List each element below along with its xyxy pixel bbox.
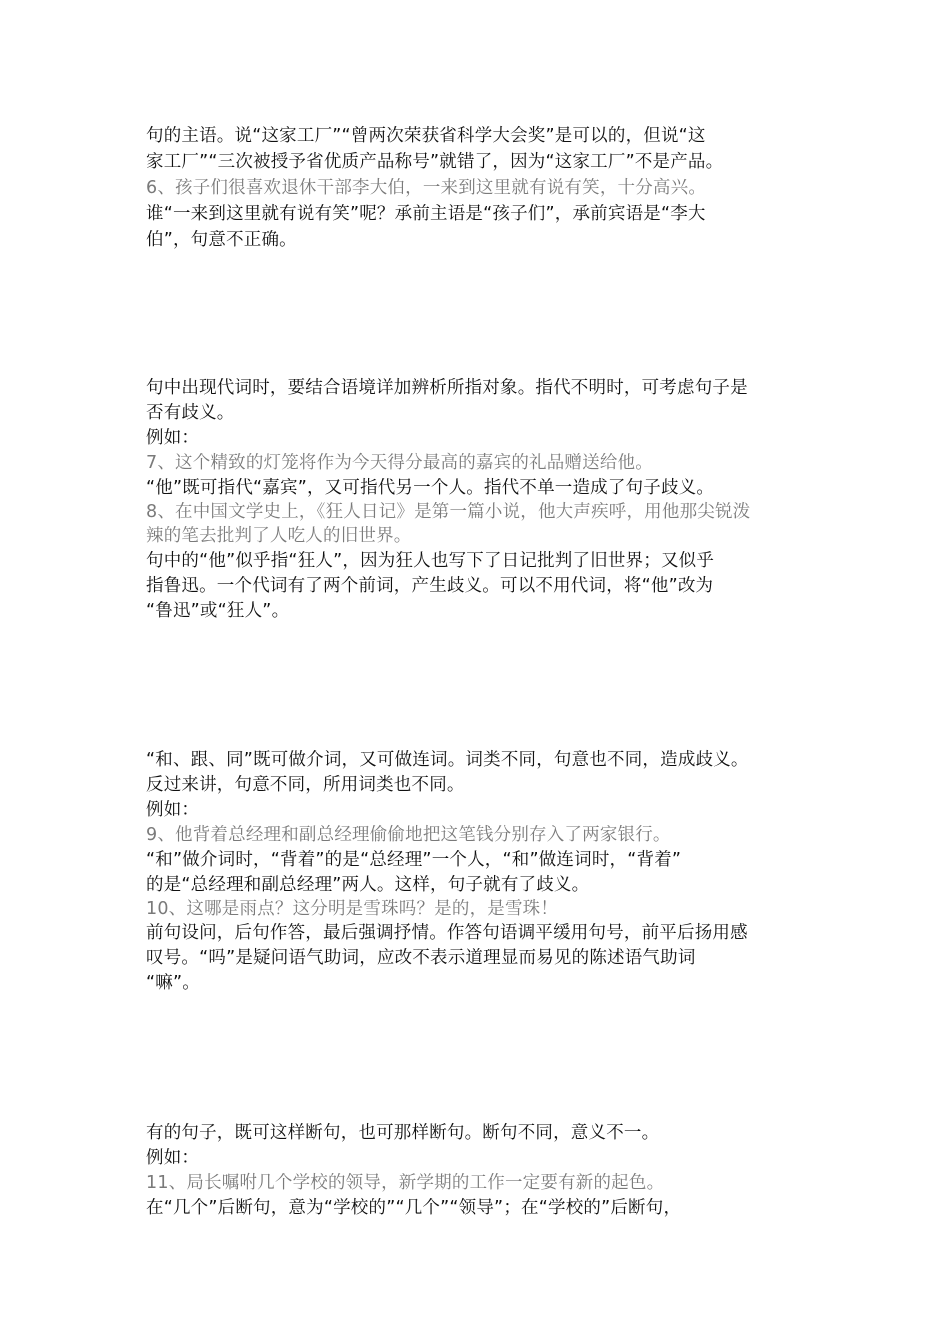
text-line: 家工厂”“三次被授予省优质产品称号”就错了，因为“这家工厂”不是产品。 bbox=[146, 152, 724, 172]
text-line: “和、跟、同”既可做介词，又可做连词。词类不同，句意也不同，造成歧义。 bbox=[146, 750, 749, 770]
text-line: 伯”，句意不正确。 bbox=[146, 230, 297, 250]
text-line: 谁“一来到这里就有说有笑”呢？承前主语是“孩子们”，承前宾语是“李大 bbox=[146, 204, 706, 224]
text-line: 句中出现代词时，要结合语境详加辨析所指对象。指代不明时，可考虑句子是 bbox=[146, 378, 748, 398]
example-sentence: 7、这个精致的灯笼将作为今天得分最高的嘉宾的礼品赠送给他。 bbox=[146, 453, 653, 473]
text-line: 有的句子，既可这样断句，也可那样断句。断句不同，意义不一。 bbox=[146, 1123, 660, 1143]
example-sentence: 11、局长嘱咐几个学校的领导，新学期的工作一定要有新的起色。 bbox=[146, 1173, 665, 1193]
text-line: 反过来讲，句意不同，所用词类也不同。 bbox=[146, 775, 465, 795]
text-line: “嘛”。 bbox=[146, 973, 200, 993]
text-line: 指鲁迅。一个代词有了两个前词，产生歧义。可以不用代词，将“他”改为 bbox=[146, 576, 714, 596]
text-line: 否有歧义。 bbox=[146, 403, 235, 423]
text-line: 例如： bbox=[146, 428, 200, 448]
example-sentence: 9、他背着总经理和副总经理偷偷地把这笔钱分别存入了两家银行。 bbox=[146, 825, 671, 845]
text-line: 句的主语。说“这家工厂”“曾两次荣获省科学大会奖”是可以的，但说“这 bbox=[146, 126, 706, 146]
example-sentence: 辣的笔去批判了人吃人的旧世界。 bbox=[146, 526, 412, 546]
example-sentence: 10、这哪是雨点？这分明是雪珠吗？是的，是雪珠！ bbox=[146, 899, 559, 919]
text-line: “他”既可指代“嘉宾”，又可指代另一个人。指代不单一造成了句子歧义。 bbox=[146, 478, 715, 498]
example-sentence: 8、在中国文学史上，《狂人日记》是第一篇小说，他大声疾呼，用他那尖锐泼 bbox=[146, 502, 751, 522]
text-line: 前句设问，后句作答，最后强调抒情。作答句语调平缓用句号，前平后扬用感 bbox=[146, 923, 748, 943]
text-line: 句中的“他”似乎指“狂人”，因为狂人也写下了日记批判了旧世界；又似乎 bbox=[146, 551, 715, 571]
text-line: “鲁迅”或“狂人”。 bbox=[146, 601, 290, 621]
text-line: 叹号。“吗”是疑问语气助词，应改不表示道理显而易见的陈述语气助词 bbox=[146, 948, 696, 968]
text-line: “和”做介词时，“背着”的是“总经理”一个人，“和”做连词时，“背着” bbox=[146, 850, 682, 870]
text-line: 在“几个”后断句，意为“学校的”“几个”“领导”；在“学校的”后断句， bbox=[146, 1198, 682, 1218]
text-line: 例如： bbox=[146, 1148, 200, 1168]
text-line: 的是“总经理和副总经理”两人。这样，句子就有了歧义。 bbox=[146, 875, 590, 895]
example-sentence: 6、孩子们很喜欢退休干部李大伯，一来到这里就有说有笑，十分高兴。 bbox=[146, 178, 707, 198]
text-line: 例如： bbox=[146, 800, 200, 820]
